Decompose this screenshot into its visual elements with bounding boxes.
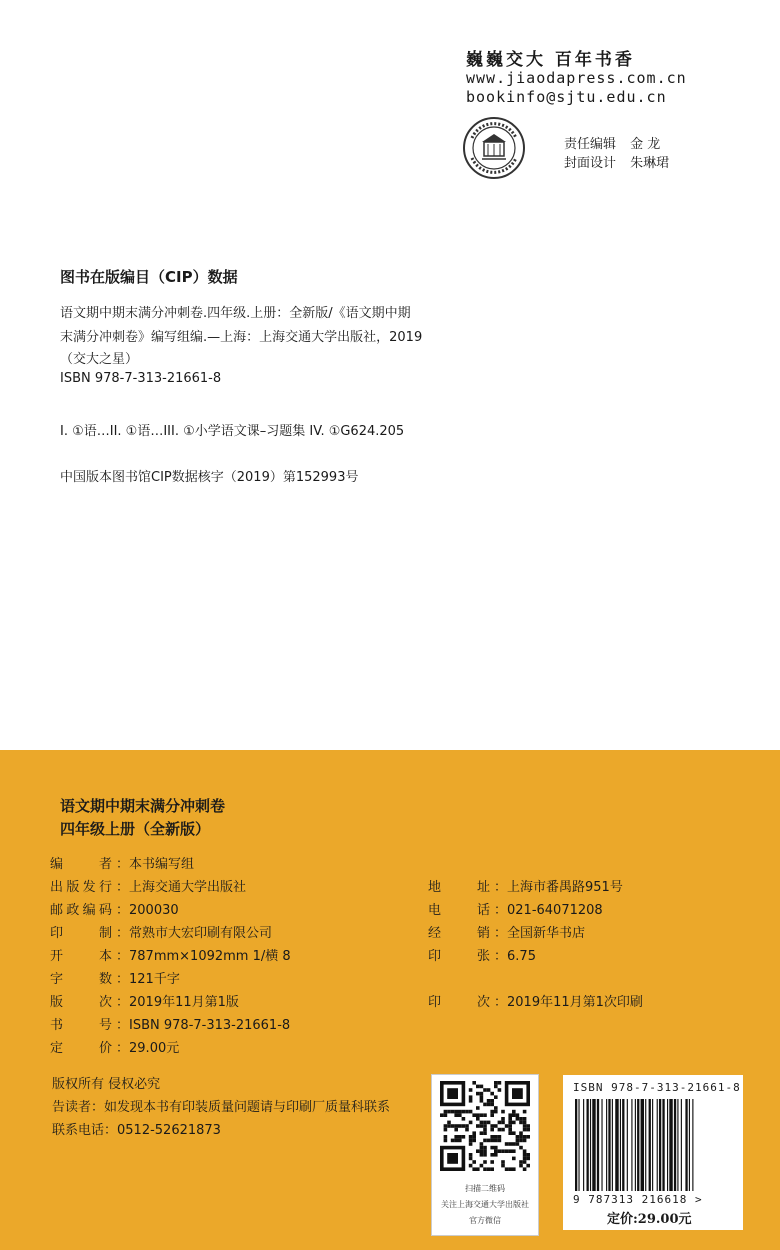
- qr-module: [490, 1153, 494, 1157]
- barcode-price: 定价:29.00元: [607, 1212, 692, 1227]
- qr-module: [444, 1110, 448, 1114]
- barcode-bar: [649, 1099, 651, 1191]
- qr-module: [483, 1113, 487, 1117]
- barcode-bar: [597, 1099, 599, 1191]
- barcode-bar: [578, 1099, 579, 1191]
- qr-module: [508, 1128, 512, 1132]
- barcode-icon: [573, 1099, 733, 1191]
- qr-module: [523, 1153, 527, 1157]
- qr-finder-module: [512, 1088, 523, 1099]
- qr-module: [483, 1149, 487, 1153]
- qr-caption-line: 关注上海交通大学出版社: [441, 1200, 529, 1209]
- qr-module: [487, 1139, 491, 1143]
- barcode-bar: [622, 1099, 624, 1191]
- info-value: 上海市番禺路951号: [507, 880, 623, 895]
- qr-module: [508, 1131, 512, 1135]
- barcode-digits: 9 787313 216618 >: [573, 1193, 703, 1206]
- qr-module: [498, 1128, 502, 1132]
- qr-module: [458, 1124, 462, 1128]
- qr-module: [519, 1131, 523, 1135]
- university-seal-icon: [462, 116, 526, 180]
- qr-module: [458, 1135, 462, 1139]
- info-row: 电话 ：021-64071208: [428, 899, 603, 918]
- qr-module: [526, 1153, 530, 1157]
- qr-module: [444, 1139, 448, 1143]
- qr-module: [526, 1128, 530, 1132]
- qr-module: [447, 1121, 451, 1125]
- qr-module: [494, 1095, 498, 1099]
- qr-module: [516, 1139, 520, 1143]
- barcode-bar: [606, 1099, 607, 1191]
- qr-module: [519, 1135, 523, 1139]
- credit-editor: [564, 133, 660, 152]
- qr-module: [490, 1092, 494, 1096]
- qr-module: [519, 1164, 523, 1168]
- info-row: 印次 ：2019年11月第1次印刷: [428, 991, 643, 1010]
- info-row: 经销 ：全国新华书店: [428, 922, 585, 941]
- qr-module: [516, 1113, 520, 1117]
- info-label: 书号: [50, 1018, 112, 1033]
- publisher-email[interactable]: bookinfo@sjtu.edu.cn: [466, 88, 667, 106]
- qr-module: [476, 1092, 480, 1096]
- qr-module: [501, 1110, 505, 1114]
- barcode-bar: [637, 1099, 639, 1191]
- info-label: 地址: [428, 880, 490, 895]
- info-label: 印制: [50, 926, 112, 941]
- qr-module: [483, 1124, 487, 1128]
- cip-classification: I. ①语…II. ①语…III. ①小学语文课–习题集 IV. ①G624.205: [60, 424, 405, 439]
- qr-module: [454, 1128, 458, 1132]
- barcode-bar: [689, 1099, 690, 1191]
- qr-module: [483, 1167, 487, 1171]
- qr-module: [444, 1135, 448, 1139]
- cip-line: 末满分冲刺卷》编写组编.—上海：上海交通大学出版社，2019: [60, 330, 423, 345]
- qr-module: [454, 1124, 458, 1128]
- qr-module: [523, 1135, 527, 1139]
- info-label: 印张: [428, 949, 490, 964]
- qr-module: [494, 1146, 498, 1150]
- barcode-bar: [662, 1099, 664, 1191]
- qr-module: [501, 1121, 505, 1125]
- qr-module: [526, 1124, 530, 1128]
- qr-finder-module: [447, 1153, 458, 1164]
- qr-module: [505, 1167, 509, 1171]
- info-value: 200030: [129, 903, 179, 918]
- info-value: 上海交通大学出版社: [129, 880, 247, 895]
- qr-module: [472, 1113, 476, 1117]
- info-row: 印张 ：6.75: [428, 945, 536, 964]
- qr-module: [487, 1103, 491, 1107]
- qr-module: [465, 1124, 469, 1128]
- qr-module: [469, 1157, 473, 1161]
- qr-module: [476, 1106, 480, 1110]
- credit-designer: [564, 152, 669, 171]
- qr-module: [523, 1128, 527, 1132]
- qr-module: [458, 1139, 462, 1143]
- qr-module: [480, 1085, 484, 1089]
- barcode-bar: [681, 1099, 682, 1191]
- info-label: 定价: [50, 1041, 112, 1056]
- qr-module: [480, 1113, 484, 1117]
- cip-isbn: ISBN 978-7-313-21661-8: [60, 371, 222, 386]
- qr-code-card[interactable]: [431, 1074, 539, 1236]
- barcode-bar: [685, 1099, 687, 1191]
- qr-module: [523, 1149, 527, 1153]
- qr-module: [505, 1142, 509, 1146]
- barcode-bar: [608, 1099, 610, 1191]
- info-value: 本书编写组: [129, 857, 195, 872]
- info-value: 787mm×1092mm 1/横 8: [129, 949, 291, 964]
- qr-module: [483, 1103, 487, 1107]
- info-value: 121千字: [129, 972, 180, 987]
- barcode-bar: [635, 1099, 636, 1191]
- credit-label: 责任编辑: [564, 137, 617, 152]
- qr-module: [444, 1128, 448, 1132]
- info-label: 字数: [50, 972, 112, 987]
- qr-module: [490, 1099, 494, 1103]
- qr-module: [476, 1113, 480, 1117]
- qr-module: [469, 1088, 473, 1092]
- info-label: 经销: [428, 926, 490, 941]
- info-label: 编者: [50, 857, 112, 872]
- qr-module: [508, 1117, 512, 1121]
- qr-module: [526, 1157, 530, 1161]
- qr-module: [512, 1110, 516, 1114]
- info-row: 印制 ：常熟市大宏印刷有限公司: [50, 922, 272, 941]
- qr-module: [447, 1110, 451, 1114]
- qr-module: [490, 1103, 494, 1107]
- barcode-bar: [657, 1099, 658, 1191]
- qr-module: [451, 1139, 455, 1143]
- qr-module: [454, 1135, 458, 1139]
- qr-module: [508, 1113, 512, 1117]
- qr-module: [440, 1113, 444, 1117]
- qr-module: [483, 1088, 487, 1092]
- qr-module: [480, 1149, 484, 1153]
- cip-line: （交大之星）: [60, 352, 139, 367]
- copyright-notice: 版权所有 侵权必究: [52, 1077, 161, 1092]
- qr-module: [480, 1095, 484, 1099]
- barcode-bar: [620, 1099, 621, 1191]
- qr-module: [465, 1110, 469, 1114]
- barcode-bar: [674, 1099, 676, 1191]
- qr-module: [523, 1167, 527, 1171]
- qr-module: [494, 1135, 498, 1139]
- qr-module: [490, 1124, 494, 1128]
- qr-module: [519, 1139, 523, 1143]
- qr-module: [498, 1139, 502, 1143]
- qr-module: [501, 1128, 505, 1132]
- qr-module: [451, 1110, 455, 1114]
- qr-module: [494, 1085, 498, 1089]
- qr-module: [519, 1117, 523, 1121]
- info-label: 开本: [50, 949, 112, 964]
- qr-caption-line: 扫描二维码: [465, 1184, 505, 1193]
- qr-module: [454, 1139, 458, 1143]
- qr-module: [483, 1160, 487, 1164]
- qr-module: [476, 1085, 480, 1089]
- qr-module: [490, 1160, 494, 1164]
- info-label: 印次: [428, 995, 490, 1010]
- qr-module: [494, 1110, 498, 1114]
- qr-module: [490, 1167, 494, 1171]
- qr-module: [465, 1128, 469, 1132]
- qr-module: [505, 1124, 509, 1128]
- info-value: 常熟市大宏印刷有限公司: [129, 926, 273, 941]
- info-value: 021-64071208: [507, 903, 603, 918]
- qr-module: [516, 1142, 520, 1146]
- barcode-bar: [652, 1099, 653, 1191]
- info-value: ISBN 978-7-313-21661-8: [129, 1018, 291, 1033]
- qr-module: [519, 1121, 523, 1125]
- qr-module: [487, 1121, 491, 1125]
- qr-module: [516, 1117, 520, 1121]
- qr-module: [480, 1153, 484, 1157]
- qr-module: [519, 1146, 523, 1150]
- qr-module: [469, 1164, 473, 1168]
- barcode-isbn: ISBN 978-7-313-21661-8: [573, 1081, 741, 1094]
- info-label: 出版发行: [50, 880, 112, 895]
- info-value: 全国新华书店: [507, 926, 586, 941]
- barcode-bar: [692, 1099, 693, 1191]
- barcode-bar: [677, 1099, 678, 1191]
- qr-module: [469, 1142, 473, 1146]
- qr-module: [472, 1081, 476, 1085]
- qr-module: [458, 1113, 462, 1117]
- barcode-bar: [587, 1099, 589, 1191]
- barcode-bar: [601, 1099, 602, 1191]
- qr-module: [444, 1113, 448, 1117]
- qr-module: [494, 1106, 498, 1110]
- qr-module: [523, 1160, 527, 1164]
- qr-module: [483, 1146, 487, 1150]
- qr-module: [483, 1128, 487, 1132]
- qr-module: [512, 1142, 516, 1146]
- contact-phone: 联系电话：0512-52621873: [52, 1123, 221, 1138]
- barcode-bar: [659, 1099, 661, 1191]
- barcode-bar: [583, 1099, 584, 1191]
- barcode-bar: [627, 1099, 628, 1191]
- barcode-bar: [667, 1099, 668, 1191]
- info-value: 2019年11月第1次印刷: [507, 995, 643, 1010]
- qr-module: [483, 1121, 487, 1125]
- qr-module: [472, 1135, 476, 1139]
- qr-module: [508, 1167, 512, 1171]
- qr-module: [469, 1099, 473, 1103]
- qr-module: [480, 1099, 484, 1103]
- info-value: 2019年11月第1版: [129, 995, 239, 1010]
- qr-module: [480, 1092, 484, 1096]
- book-title: 语文期中期末满分冲刺卷: [60, 797, 226, 815]
- qr-module: [476, 1117, 480, 1121]
- info-row: 地址 ：上海市番禺路951号: [428, 876, 623, 895]
- qr-module: [472, 1167, 476, 1171]
- qr-module: [523, 1121, 527, 1125]
- qr-module: [494, 1149, 498, 1153]
- qr-module: [498, 1135, 502, 1139]
- barcode-bar: [590, 1099, 591, 1191]
- barcode-bar: [645, 1099, 646, 1191]
- info-row: 书号 ：ISBN 978-7-313-21661-8: [50, 1014, 290, 1033]
- qr-module: [512, 1131, 516, 1135]
- qr-module: [476, 1167, 480, 1171]
- qr-module: [508, 1149, 512, 1153]
- qr-module: [501, 1149, 505, 1153]
- qr-module: [498, 1081, 502, 1085]
- qr-module: [469, 1095, 473, 1099]
- qr-module: [454, 1113, 458, 1117]
- cip-title: 图书在版编目（CIP）数据: [60, 268, 238, 286]
- qr-module: [444, 1124, 448, 1128]
- qr-module: [523, 1157, 527, 1161]
- credit-value: 朱琳珺: [630, 156, 670, 171]
- qr-module: [498, 1121, 502, 1125]
- info-row: 字数 ：121千字: [50, 968, 180, 987]
- qr-module: [469, 1153, 473, 1157]
- qr-module: [487, 1088, 491, 1092]
- credit-value: 金 龙: [630, 137, 661, 152]
- info-label: 电话: [428, 903, 490, 918]
- qr-module: [508, 1121, 512, 1125]
- reader-notice: 告读者：如发现本书有印装质量问题请与印刷厂质量科联系: [52, 1100, 391, 1115]
- qr-module: [523, 1124, 527, 1128]
- qr-module: [480, 1131, 484, 1135]
- qr-module: [519, 1160, 523, 1164]
- qr-module: [454, 1110, 458, 1114]
- credit-label: 封面设计: [564, 156, 617, 171]
- qr-module: [472, 1131, 476, 1135]
- info-value: 29.00元: [129, 1041, 180, 1056]
- qr-module: [512, 1121, 516, 1125]
- barcode-bar: [669, 1099, 672, 1191]
- qr-caption-line: 官方微信: [469, 1216, 501, 1225]
- qr-module: [526, 1164, 530, 1168]
- qr-module: [523, 1110, 527, 1114]
- qr-module: [501, 1117, 505, 1121]
- qr-module: [490, 1113, 494, 1117]
- qr-module: [447, 1124, 451, 1128]
- cip-record-number: 中国版本图书馆CIP数据核字（2019）第152993号: [60, 470, 359, 485]
- qr-module: [483, 1131, 487, 1135]
- qr-module: [501, 1164, 505, 1168]
- qr-module: [480, 1146, 484, 1150]
- qr-module: [508, 1142, 512, 1146]
- qr-module: [469, 1121, 473, 1125]
- qr-module: [490, 1135, 494, 1139]
- qr-module: [480, 1124, 484, 1128]
- qr-module: [462, 1124, 466, 1128]
- info-row: 邮政编码 ：200030: [50, 899, 179, 918]
- qr-module: [487, 1099, 491, 1103]
- qr-module: [505, 1149, 509, 1153]
- qr-module: [476, 1124, 480, 1128]
- qr-module: [476, 1149, 480, 1153]
- qr-module: [512, 1157, 516, 1161]
- qr-module: [483, 1153, 487, 1157]
- barcode-bar: [615, 1099, 618, 1191]
- qr-module: [494, 1139, 498, 1143]
- info-row: 出版发行 ：上海交通大学出版社: [50, 876, 246, 895]
- qr-module: [462, 1117, 466, 1121]
- qr-module: [458, 1110, 462, 1114]
- qr-module: [472, 1139, 476, 1143]
- qr-module: [508, 1124, 512, 1128]
- info-label: 邮政编码: [50, 903, 112, 918]
- qr-module: [480, 1142, 484, 1146]
- qr-module: [498, 1149, 502, 1153]
- qr-module: [487, 1167, 491, 1171]
- book-subtitle: 四年级上册（全新版）: [60, 820, 211, 838]
- qr-module: [462, 1135, 466, 1139]
- qr-code-icon[interactable]: [440, 1081, 530, 1171]
- qr-module: [451, 1124, 455, 1128]
- qr-module: [480, 1164, 484, 1168]
- info-row: 定价 ：29.00元: [50, 1037, 179, 1056]
- barcode-bar: [612, 1099, 613, 1191]
- qr-module: [494, 1124, 498, 1128]
- qr-module: [483, 1139, 487, 1143]
- qr-module: [490, 1139, 494, 1143]
- qr-module: [523, 1139, 527, 1143]
- qr-module: [469, 1135, 473, 1139]
- qr-finder-module: [447, 1088, 458, 1099]
- qr-module: [516, 1135, 520, 1139]
- barcode-bar: [575, 1099, 577, 1191]
- info-value: 6.75: [507, 949, 536, 964]
- qr-module: [512, 1149, 516, 1153]
- qr-module: [490, 1146, 494, 1150]
- qr-module: [512, 1167, 516, 1171]
- qr-module: [512, 1113, 516, 1117]
- barcode-bar: [631, 1099, 632, 1191]
- info-row: 版次 ：2019年11月第1版: [50, 991, 239, 1010]
- qr-module: [462, 1110, 466, 1114]
- qr-module: [490, 1110, 494, 1114]
- qr-module: [494, 1081, 498, 1085]
- publisher-slogan: 巍巍交大 百年书香: [466, 50, 635, 70]
- isbn-barcode-card: [563, 1075, 743, 1230]
- barcode-bar: [592, 1099, 595, 1191]
- qr-module: [472, 1160, 476, 1164]
- barcode-bar: [641, 1099, 644, 1191]
- info-row: 编者 ：本书编写组: [50, 853, 194, 872]
- qr-module: [469, 1110, 473, 1114]
- publisher-website[interactable]: www.jiaodapress.com.cn: [466, 69, 687, 87]
- qr-module: [498, 1088, 502, 1092]
- qr-module: [490, 1128, 494, 1132]
- qr-module: [523, 1117, 527, 1121]
- info-row: 开本 ：787mm×1092mm 1/横 8: [50, 945, 291, 964]
- qr-module: [494, 1153, 498, 1157]
- qr-module: [480, 1121, 484, 1125]
- qr-module: [469, 1139, 473, 1143]
- info-label: 版次: [50, 995, 112, 1010]
- qr-module: [501, 1160, 505, 1164]
- qr-module: [526, 1135, 530, 1139]
- cip-line: 语文期中期末满分冲刺卷.四年级.上册：全新版/《语文期中期: [60, 306, 411, 321]
